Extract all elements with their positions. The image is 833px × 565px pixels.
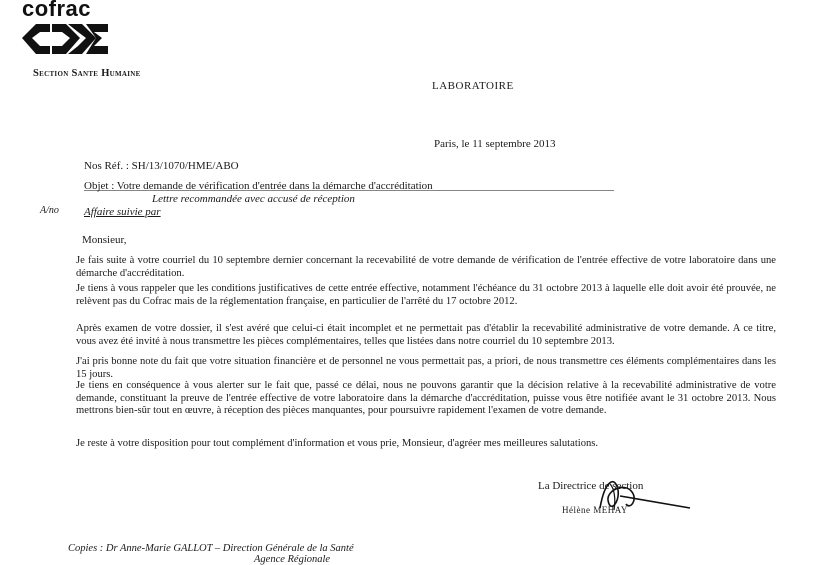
paragraph: Après examen de votre dossier, il s'est avéré que celui-ci était incomplet et ne permettait pas d'établir la recevabilité administrative de votre demande. A ce titre, vous avez été invité à nous transmettre les pièces complémentaires, telles que listées dans notre courriel du 10 septembre 2013. bbox=[76, 323, 776, 347]
salutation: Monsieur, bbox=[82, 234, 127, 246]
followed-by: Affaire suivie par bbox=[84, 206, 161, 218]
cofrac-logo bbox=[18, 0, 128, 68]
paragraph: J'ai pris bonne note du fait que votre situation financière et de personnel ne vous permettait pas, a priori, de nous transmettre ces éléments complémentaires dans les 15 jours. bbox=[76, 356, 776, 380]
subject-line: Objet : Votre demande de vérification d'entrée dans la démarche d'accréditation bbox=[84, 180, 433, 192]
paragraph: Je fais suite à votre courriel du 10 septembre dernier concernant la recevabilité de votre demande de vérification de l'entrée effective de votre laboratoire dans une démarche d'accréditation. bbox=[76, 255, 776, 279]
copies-line: Copies : Dr Anne-Marie GALLOT – Direction Générale de la Santé bbox=[68, 543, 354, 554]
paragraph: Je tiens à vous rappeler que les conditions justificatives de cette entrée effective, notamment l'échéance du 31 octobre 2013 à laquelle elle doit avoir été prouvée, ne relèvent pas du Cofrac mais de la réglementation française, en particulier de l'arrêté du 17 octobre 2012. bbox=[76, 283, 776, 307]
copies bbox=[68, 543, 354, 565]
copies-line-agency: Agence Régionale bbox=[254, 554, 331, 565]
signature-title: La Directrice de section bbox=[538, 480, 644, 492]
subject bbox=[84, 180, 624, 206]
cofrac-emblem-icon bbox=[22, 18, 122, 58]
section-label: Section Sante Humaine bbox=[33, 68, 141, 79]
date-line: Paris, le 11 septembre 2013 bbox=[434, 138, 556, 150]
handwritten-initials: A/no bbox=[40, 205, 59, 216]
subject-line-registered: Lettre recommandée avec accusé de réception bbox=[152, 193, 355, 205]
signature-name: Hélène MEHAY bbox=[562, 505, 628, 515]
paragraph: Je reste à votre disposition pour tout complément d'information et vous prie, Monsieur, d'agréer mes meilleures salutations. bbox=[76, 438, 599, 449]
reference: Nos Réf. : SH/13/1070/HME/ABO bbox=[84, 160, 239, 172]
recipient: LABORATOIRE bbox=[432, 80, 514, 92]
strike-line bbox=[84, 190, 614, 191]
logo-text: cofrac bbox=[22, 0, 92, 21]
paragraph: Je tiens en conséquence à vous alerter sur le fait que, passé ce délai, nous ne pouvons garantir que la décision relative à la recevabilité administrative de votre demande, constituant la preuve de l'entrée effective de votre laboratoire dans la démarche d'accréditation, puisse vous être notifiée avant le 31 octobre 2013. Nous mettrons bien-sûr tout en œuvre, à réception des pièces manquantes, pour poursuivre rapidement l'examen de votre demande. bbox=[76, 380, 776, 416]
